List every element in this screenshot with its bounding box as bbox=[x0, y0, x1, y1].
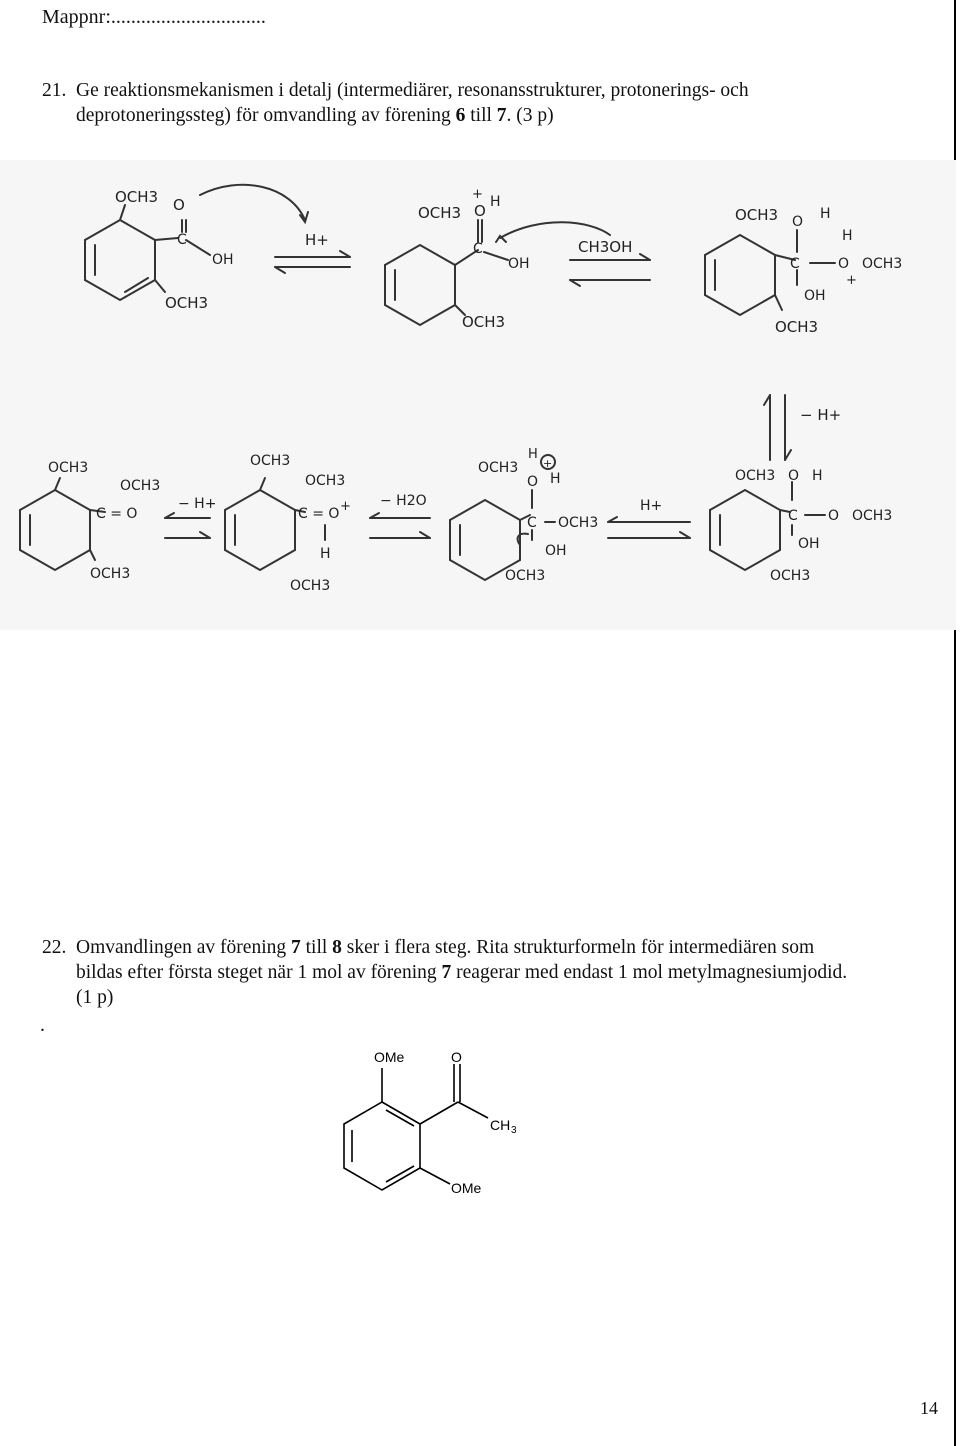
svg-text:− H+: − H+ bbox=[178, 496, 217, 512]
mappnr-field: Mappnr:............................... bbox=[42, 6, 266, 28]
svg-text:H: H bbox=[842, 228, 853, 244]
compound-number: 6 bbox=[455, 105, 466, 126]
svg-text:OCH3: OCH3 bbox=[462, 313, 506, 331]
question-text-line1: Ge reaktionsmekanismen i detalj (intermediärer, resonansstrukturer, protonerings- och bbox=[76, 80, 749, 101]
svg-text:− H+: − H+ bbox=[800, 406, 842, 424]
question-text: bildas efter första steget när 1 mol av förening bbox=[76, 962, 442, 983]
structure-compound-7 bbox=[330, 1040, 570, 1210]
label-ch3: CH bbox=[490, 1117, 511, 1133]
svg-text:OCH3: OCH3 bbox=[90, 566, 131, 582]
question-21 bbox=[42, 78, 922, 128]
question-points: (1 p) bbox=[76, 987, 114, 1008]
svg-text:H: H bbox=[812, 468, 823, 484]
svg-text:OCH3: OCH3 bbox=[290, 578, 331, 594]
svg-text:OCH3: OCH3 bbox=[852, 508, 893, 524]
svg-text:C: C bbox=[790, 256, 800, 272]
svg-text:H: H bbox=[490, 194, 501, 210]
svg-text:OCH3: OCH3 bbox=[305, 473, 346, 489]
svg-text:OCH3: OCH3 bbox=[775, 318, 819, 336]
svg-text:+: + bbox=[846, 273, 857, 288]
svg-text:OCH3: OCH3 bbox=[505, 568, 546, 584]
compound-number: 8 bbox=[332, 937, 342, 958]
svg-text:OCH3: OCH3 bbox=[250, 453, 291, 469]
svg-text:C: C bbox=[527, 515, 537, 531]
question-text-line2: deprotoneringssteg) för omvandling av förening bbox=[76, 105, 456, 126]
svg-text:OCH3: OCH3 bbox=[120, 478, 161, 494]
svg-text:O: O bbox=[828, 508, 840, 524]
label-ome: OMe bbox=[451, 1180, 482, 1196]
svg-text:C = O: C = O bbox=[96, 506, 138, 522]
question-text: sker i flera steg. Rita strukturformeln för intermediären som bbox=[341, 937, 815, 958]
svg-text:OCH3: OCH3 bbox=[735, 468, 776, 484]
label-o: O bbox=[173, 196, 185, 214]
label-c: C bbox=[177, 232, 187, 248]
compound-number: 7 bbox=[496, 105, 507, 126]
handwritten-mechanism bbox=[0, 160, 956, 630]
svg-text:OCH3: OCH3 bbox=[735, 206, 779, 224]
svg-text:OCH3: OCH3 bbox=[48, 460, 89, 476]
label-och3: OCH3 bbox=[165, 294, 209, 312]
svg-text:H: H bbox=[550, 471, 561, 487]
svg-text:− H2O: − H2O bbox=[380, 493, 427, 509]
svg-text:H: H bbox=[820, 206, 831, 222]
svg-text:OCH3: OCH3 bbox=[558, 515, 599, 531]
svg-text:O: O bbox=[792, 214, 804, 230]
question-number: 21. bbox=[42, 80, 67, 101]
svg-text:OCH3: OCH3 bbox=[862, 256, 903, 272]
label-o: O bbox=[451, 1049, 462, 1065]
question-22 bbox=[42, 935, 942, 1010]
svg-text:O: O bbox=[527, 474, 539, 490]
question-text-till: till bbox=[465, 105, 497, 126]
label-ch3-subscript: 3 bbox=[511, 1125, 517, 1136]
svg-text:C = O: C = O bbox=[298, 506, 340, 522]
svg-text:C: C bbox=[473, 241, 483, 257]
svg-text:H: H bbox=[320, 546, 331, 562]
page-number: 14 bbox=[920, 1398, 938, 1418]
svg-text:OCH3: OCH3 bbox=[770, 568, 811, 584]
svg-text:OH: OH bbox=[545, 543, 567, 559]
question-points: . (3 p) bbox=[506, 105, 554, 126]
question-text: Omvandlingen av förening bbox=[76, 937, 291, 958]
question-text: reagerar med endast 1 mol metylmagnesiumjodid. bbox=[451, 962, 848, 983]
compound-number: 7 bbox=[441, 962, 452, 983]
svg-text:OH: OH bbox=[508, 256, 530, 272]
label-ome: OMe bbox=[374, 1049, 405, 1065]
svg-text:O: O bbox=[474, 202, 486, 220]
label-oh: OH bbox=[212, 252, 234, 268]
svg-text:+: + bbox=[543, 457, 553, 470]
svg-text:OH: OH bbox=[804, 288, 826, 304]
svg-text:+: + bbox=[472, 187, 483, 202]
svg-text:+: + bbox=[340, 499, 351, 514]
question-text: till bbox=[300, 937, 333, 958]
svg-text:CH3OH: CH3OH bbox=[578, 238, 633, 256]
compound-number: 7 bbox=[291, 937, 301, 958]
label-och3: OCH3 bbox=[115, 188, 159, 206]
svg-text:OCH3: OCH3 bbox=[418, 204, 462, 222]
svg-text:O: O bbox=[838, 256, 850, 272]
question-number: 22. bbox=[42, 937, 67, 958]
svg-text:OH: OH bbox=[798, 536, 820, 552]
svg-text:H: H bbox=[528, 447, 538, 462]
svg-text:OCH3: OCH3 bbox=[478, 460, 519, 476]
svg-text:H+: H+ bbox=[305, 231, 329, 249]
stray-dot: . bbox=[40, 1014, 45, 1036]
svg-text:O: O bbox=[788, 468, 800, 484]
svg-text:H+: H+ bbox=[640, 498, 663, 514]
svg-text:C: C bbox=[788, 508, 798, 524]
